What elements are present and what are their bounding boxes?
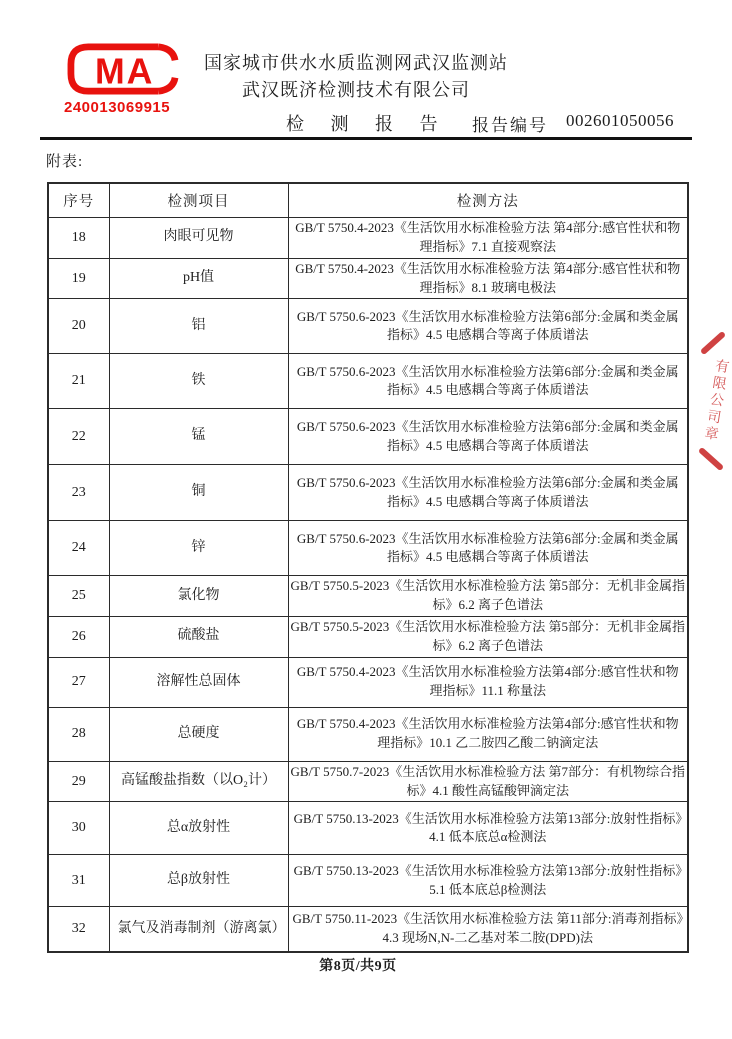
item-cell: 肉眼可见物 xyxy=(109,218,288,259)
item-cell: pH值 xyxy=(109,258,288,299)
method-cell: GB/T 5750.6-2023《生活饮用水标准检验方法第6部分:金属和类金属指标》4.5 电感耦合等离子体质谱法 xyxy=(288,299,688,354)
seq-cell: 23 xyxy=(48,465,109,521)
table-row xyxy=(48,855,688,907)
seal-partial-text: 有限公司章 xyxy=(701,357,730,444)
method-cell: GB/T 5750.13-2023《生活饮用水标准检验方法第13部分:放射性指标》5.1 低本底总β检测法 xyxy=(288,855,688,907)
seq-cell: 28 xyxy=(48,707,109,761)
method-cell: GB/T 5750.5-2023《生活饮用水标准检验方法 第5部分：无机非金属指标》6.2 离子色谱法 xyxy=(288,617,688,658)
item-cell: 氯化物 xyxy=(109,576,288,617)
item-cell: 硫酸盐 xyxy=(109,617,288,658)
org-names xyxy=(130,50,582,104)
item-cell: 高锰酸盐指数（以O₂计） xyxy=(109,761,288,802)
method-cell: GB/T 5750.4-2023《生活饮用水标准检验方法 第4部分:感官性状和物理指标》7.1 直接观察法 xyxy=(288,218,688,259)
cma-certificate-number: 240013069915 xyxy=(64,99,171,116)
table-row xyxy=(48,907,688,952)
table-header-row xyxy=(48,183,688,218)
table-row xyxy=(48,299,688,354)
method-cell: GB/T 5750.6-2023《生活饮用水标准检验方法第6部分:金属和类金属指标》4.5 电感耦合等离子体质谱法 xyxy=(288,354,688,409)
table-row xyxy=(48,657,688,707)
seq-cell: 20 xyxy=(48,299,109,354)
seq-cell: 29 xyxy=(48,761,109,802)
method-cell: GB/T 5750.4-2023《生活饮用水标准检验方法第4部分:感官性状和物理指标》10.1 乙二胺四乙酸二钠滴定法 xyxy=(288,707,688,761)
seq-cell: 31 xyxy=(48,855,109,907)
table-row xyxy=(48,802,688,855)
table-row xyxy=(48,707,688,761)
item-cell: 氯气及消毒制剂（游离氯） xyxy=(109,907,288,952)
table-row xyxy=(48,218,688,259)
method-cell: GB/T 5750.6-2023《生活饮用水标准检验方法第6部分:金属和类金属指标》4.5 电感耦合等离子体质谱法 xyxy=(288,409,688,465)
column-header-item: 检测项目 xyxy=(109,183,288,218)
column-header-seq: 序号 xyxy=(48,183,109,218)
header-divider-rule xyxy=(40,137,692,140)
method-cell: GB/T 5750.6-2023《生活饮用水标准检验方法第6部分:金属和类金属指标》4.5 电感耦合等离子体质谱法 xyxy=(288,465,688,521)
seq-cell: 32 xyxy=(48,907,109,952)
table-row xyxy=(48,761,688,802)
table-row xyxy=(48,409,688,465)
report-number-value: 002601050056 xyxy=(566,111,674,130)
seq-cell: 25 xyxy=(48,576,109,617)
item-cell: 溶解性总固体 xyxy=(109,657,288,707)
seq-cell: 26 xyxy=(48,617,109,658)
table-row xyxy=(48,521,688,576)
table-row xyxy=(48,617,688,658)
seq-cell: 19 xyxy=(48,258,109,299)
item-cell: 总β放射性 xyxy=(109,855,288,907)
item-cell: 铁 xyxy=(109,354,288,409)
cma-logo-letters: MA xyxy=(95,51,155,92)
method-cell: GB/T 5750.13-2023《生活饮用水标准检验方法第13部分:放射性指标》4.1 低本底总α检测法 xyxy=(288,802,688,855)
org-name-line2: 武汉既济检测技术有限公司 xyxy=(242,80,470,100)
report-number-label: 报告编号 xyxy=(472,116,548,135)
page-footer: 第8页/共9页 xyxy=(319,959,397,974)
method-cell: GB/T 5750.5-2023《生活饮用水标准检验方法 第5部分：无机非金属指标》6.2 离子色谱法 xyxy=(288,576,688,617)
company-seal-stamp xyxy=(694,328,732,476)
org-name-line1: 国家城市供水水质监测网武汉监测站 xyxy=(204,53,508,73)
item-cell: 铜 xyxy=(109,465,288,521)
method-cell: GB/T 5750.7-2023《生活饮用水标准检验方法 第7部分：有机物综合指标》4.1 酸性高锰酸钾滴定法 xyxy=(288,761,688,802)
seal-arc-icon xyxy=(700,331,726,356)
method-cell: GB/T 5750.11-2023《生活饮用水标准检验方法 第11部分:消毒剂指标》4.3 现场N,N-二乙基对苯二胺(DPD)法 xyxy=(288,907,688,952)
table-row xyxy=(48,576,688,617)
method-cell: GB/T 5750.4-2023《生活饮用水标准检验方法 第4部分:感官性状和物理指标》8.1 玻璃电极法 xyxy=(288,258,688,299)
report-title-row xyxy=(0,110,732,134)
column-header-method: 检测方法 xyxy=(288,183,688,218)
appendix-label: 附表: xyxy=(46,154,84,170)
table-row xyxy=(48,258,688,299)
seq-cell: 30 xyxy=(48,802,109,855)
item-cell: 总硬度 xyxy=(109,707,288,761)
seq-cell: 24 xyxy=(48,521,109,576)
test-methods-table xyxy=(47,182,689,953)
item-cell: 锰 xyxy=(109,409,288,465)
item-cell: 铝 xyxy=(109,299,288,354)
table-row xyxy=(48,465,688,521)
seq-cell: 18 xyxy=(48,218,109,259)
method-cell: GB/T 5750.4-2023《生活饮用水标准检验方法第4部分:感官性状和物理指标》11.1 称量法 xyxy=(288,657,688,707)
method-cell: GB/T 5750.6-2023《生活饮用水标准检验方法第6部分:金属和类金属指标》4.5 电感耦合等离子体质谱法 xyxy=(288,521,688,576)
item-cell: 总α放射性 xyxy=(109,802,288,855)
seq-cell: 21 xyxy=(48,354,109,409)
table-row xyxy=(48,354,688,409)
item-cell: 锌 xyxy=(109,521,288,576)
seq-cell: 27 xyxy=(48,657,109,707)
seq-cell: 22 xyxy=(48,409,109,465)
report-title: 检 测 报 告 xyxy=(286,114,449,134)
